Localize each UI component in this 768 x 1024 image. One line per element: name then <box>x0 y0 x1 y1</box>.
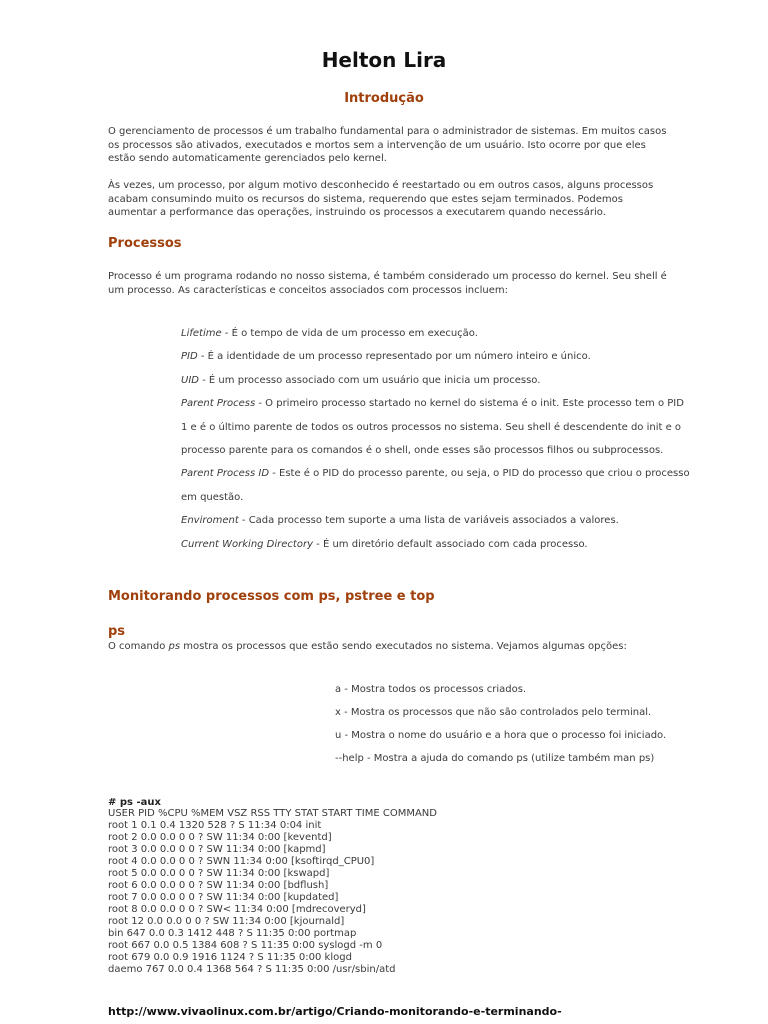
concept-item <box>181 322 691 345</box>
ps-command-heading: # ps -aux <box>108 797 161 808</box>
concept-term: Parent Process ID <box>181 468 270 480</box>
ps-output-line: root 679 0.0 0.9 1916 1124 ? S 11:35 0:00 klogd <box>108 952 352 963</box>
ps-option-item: --help - Mostra a ajuda do comando ps (utilize também man ps) <box>335 753 655 764</box>
concept-term: Enviroment <box>181 515 239 527</box>
concept-item <box>181 462 691 509</box>
source-url: http://www.vivaolinux.com.br/artigo/Criando-monitorando-e-terminando- <box>108 1005 562 1018</box>
ps-output-block <box>108 808 668 976</box>
concept-item <box>181 369 691 392</box>
ps-output-line: USER PID %CPU %MEM VSZ RSS TTY STAT START TIME COMMAND <box>108 808 437 819</box>
concept-desc: - O primeiro processo startado no kernel do sistema é o init. Este processo tem o PID 1 e é o último parente de todos os outros processos no sistema. Seu shell é descendente do init e o processo parente para os comandos é o shell, onde esses são processos filhos ou subprocessos. <box>181 398 684 457</box>
ps-intro-before: O comando <box>108 641 169 652</box>
ps-output-line: root 8 0.0 0.0 0 0 ? SW< 11:34 0:00 [mdrecoveryd] <box>108 904 366 915</box>
concept-desc: - É um diretório default associado com cada processo. <box>313 538 588 550</box>
section-title-processos: Processos <box>108 236 182 251</box>
intro-paragraph-2: Às vezes, um processo, por algum motivo desconhecido é reestartado ou em outros casos, alguns processos acabam consumindo muito os recursos do sistema, requerendo que estes sejam terminados. Podemos aumentar a performance das operações, instruindo os processos a executarem quando necessário. <box>108 180 654 219</box>
concept-item <box>181 345 691 368</box>
concept-term: Parent Process <box>181 398 256 410</box>
ps-output-line: root 7 0.0 0.0 0 0 ? SW 11:34 0:00 [kupdated] <box>108 892 339 903</box>
ps-option-item: u - Mostra o nome do usuário e a hora que o processo foi iniciado. <box>335 730 667 741</box>
processos-paragraph: Processo é um programa rodando no nosso sistema, é também considerado um processo do kernel. Seu shell é um processo. As características e conceitos associados com processos incluem: <box>108 271 667 296</box>
concept-desc: - Este é o PID do processo parente, ou seja, o PID do processo que criou o processo em questão. <box>181 468 690 503</box>
ps-options-list <box>335 678 735 770</box>
ps-output-line: daemo 767 0.0 0.4 1368 564 ? S 11:35 0:00 /usr/sbin/atd <box>108 964 396 975</box>
concept-desc: - Cada processo tem suporte a uma lista de variáveis associados a valores. <box>238 515 619 527</box>
ps-output-line: root 4 0.0 0.0 0 0 ? SWN 11:34 0:00 [ksoftirqd_CPU0] <box>108 856 375 867</box>
ps-output-line: root 5 0.0 0.0 0 0 ? SW 11:34 0:00 [kswapd] <box>108 868 330 879</box>
ps-output-line: root 3 0.0 0.0 0 0 ? SW 11:34 0:00 [kapmd] <box>108 844 326 855</box>
concept-item <box>181 533 691 556</box>
ps-output-line: root 1 0.1 0.4 1320 528 ? S 11:34 0:04 init <box>108 820 322 831</box>
concept-desc: - É um processo associado com um usuário que inicia um processo. <box>198 374 541 386</box>
section-title-ps: ps <box>108 624 126 639</box>
ps-option-item: x - Mostra os processos que não são controlados pelo terminal. <box>335 707 652 718</box>
concept-term: Lifetime <box>181 328 222 339</box>
concept-term: PID <box>181 351 198 363</box>
concept-desc: - É o tempo de vida de um processo em execução. <box>221 328 478 339</box>
ps-output-line: root 12 0.0 0.0 0 0 ? SW 11:34 0:00 [kjournald] <box>108 916 345 927</box>
concept-term: UID <box>181 374 199 386</box>
concept-term: Current Working Directory <box>181 538 313 550</box>
intro-paragraph-1: O gerenciamento de processos é um trabalho fundamental para o administrador de sistemas. Em muitos casos os processos são ativados, executados e mortos sem a intervenção de um usuário. Isto ocorre por que eles estão sendo automaticamente gerenciados pelo kernel. <box>108 126 667 165</box>
ps-output-line: bin 647 0.0 0.3 1412 448 ? S 11:35 0:00 portmap <box>108 928 357 939</box>
process-concepts-list <box>181 322 691 556</box>
ps-output-line: root 667 0.0 0.5 1384 608 ? S 11:35 0:00 syslogd -m 0 <box>108 940 383 951</box>
section-title-introducao: Introdução <box>344 91 424 106</box>
ps-option-item: a - Mostra todos os processos criados. <box>335 684 527 695</box>
section-title-monitorando: Monitorando processos com ps, pstree e top <box>108 589 435 604</box>
author-name: Helton Lira <box>321 48 447 72</box>
ps-intro-command: ps <box>168 641 181 652</box>
concept-item <box>181 509 691 532</box>
ps-output-line: root 2 0.0 0.0 0 0 ? SW 11:34 0:00 [keventd] <box>108 832 332 843</box>
ps-output-line: root 6 0.0 0.0 0 0 ? SW 11:34 0:00 [bdflush] <box>108 880 329 891</box>
concept-item <box>181 392 691 462</box>
ps-intro-after: mostra os processos que estão sendo executados no sistema. Vejamos algumas opções: <box>180 641 627 652</box>
ps-intro-paragraph <box>108 640 668 654</box>
concept-desc: - É a identidade de um processo representado por um número inteiro e único. <box>197 351 591 363</box>
